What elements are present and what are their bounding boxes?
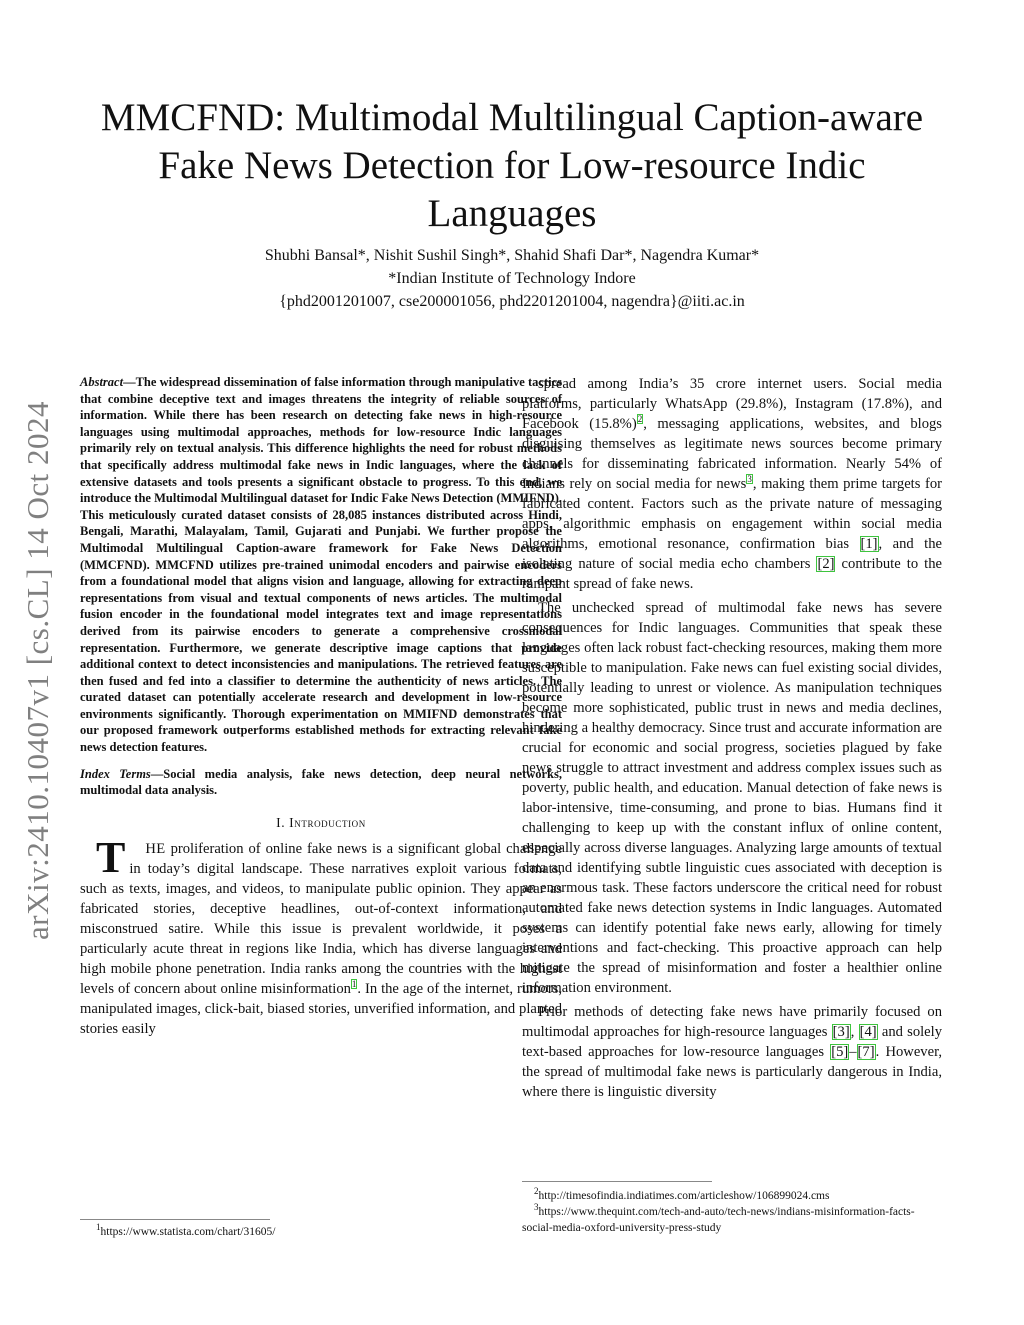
intro-caps: HE [145, 840, 166, 857]
footnote-2: $^2$http://timesofindia.indiatimes.com/articleshow/106899024.cms [534, 1186, 830, 1202]
abstract-text: —The widespread dissemination of false information through manipulative tactics that combine deceptive text and images threatens the integrity of reliable sources of information. While there has been research on detecting fake news in high-resource languages using multimodal approaches, methods for low-resource Indic languages primarily rely on textual analysis. This difference highlights the need for robust methods that specifically address multimodal fake news in Indic languages, where the lack of extensive datasets and tools presents a significant obstacle to progress. To this end, we introduce the Multimodal Multilingual dataset for Indic Fake News Detection (MMIFND). This meticulously curated dataset consists of 28,085 instances distributed across Hindi, Bengali, Marathi, Malayalam, Tamil, Gujarati and Punjabi. We further propose the Multimodal Multilingual Caption-aware framework for Fake News Detection (MMCFND). MMCFND utilizes pre-trained unimodal encoders and pairwise encoders from a foundational model that aligns vision and language, allowing for extracting deep representations from visual and textual components of news articles. The multimodal fusion encoder in the foundational model integrates text and image representations derived from its pairwise encoders to generate a comprehensive crossmodal representation. Furthermore, we generate descriptive image captions that provide additional context to detect inconsistencies and manipulations. The retrieved features are then fused and fed into a classifier to determine the authenticity of news articles. The curated dataset can potentially accelerate research and development in low-resource environments significantly. Thorough experimentation on MMIFND demonstrates that our proposed framework outperforms established methods for extracting relevant fake news detection features. [80, 375, 562, 755]
footnote-3: $^3$https://www.thequint.com/tech-and-auto/tech-news/indians-misinformation-facts-social-media-oxford-university-press-study [522, 1202, 915, 1234]
citation-link[interactable]: [3] [832, 1024, 850, 1040]
intro-paragraph-continued: spread among India’s 35 crore internet users. Social media platforms, particularly WhatsApp (29.8%), Instagram (17.8%), and Facebook (15.8%)$^2$, messaging applications, websites, and blogs disguising themselves as legitimate news sources become primary channels for disseminating fabricated information. Nearly 54% of Indians rely on social media for news$^3$, making them prime targets for fabricated content. Factors such as the private nature of messaging apps, algorithmic emphasis on engagement within social media algorithms, emotional resonance, confirmation bias [1], and the isolating nature of social media echo chambers [2] contribute to the rampant spread of fake news. [522, 376, 942, 592]
right-column [522, 374, 942, 1102]
intro-paragraph: Prior methods of detecting fake news have primarily focused on multimodal approaches for high-resource languages [3], [4] and solely text-based approaches for low-resource languages [5]–[7]. However, the spread of multimodal fake news is particularly dangerous in India, where there is linguistic diversity [522, 1004, 942, 1100]
footnote-rule [522, 1181, 712, 1182]
index-terms-label: Index Terms [80, 766, 151, 781]
author-list: Shubhi Bansal*, Nishit Sushil Singh*, Shahid Shafi Dar*, Nagendra Kumar* [264, 247, 760, 264]
index-terms-text: —Social media analysis, fake news detection, deep neural networks, multimodal data analysis. [80, 766, 563, 798]
paper-title [60, 94, 964, 238]
footnote-ref-3[interactable]: 3 [747, 474, 752, 485]
author-block [60, 244, 964, 313]
index-terms [80, 766, 562, 799]
footnote-url[interactable]: http://timesofindia.indiatimes.com/articleshow/106899024.cms [538, 1190, 830, 1202]
drop-cap: T [96, 832, 126, 882]
citation-link[interactable]: [5] [831, 1044, 849, 1060]
footnotes-right [522, 1188, 942, 1236]
citation-link[interactable]: [7] [857, 1044, 875, 1060]
abstract-label: Abstract [80, 375, 124, 389]
title-line: MMCFND: Multimodal Multilingual Caption-aware [100, 96, 924, 139]
intro-paragraph: The unchecked spread of multimodal fake news has severe consequences for Indic languages. Communities that speak these languages often lack robust fact-checking resources, making them more susceptible to manipulation. Fake news can fuel existing social divides, potentially leading to unrest or violence. As manipulation techniques become more sophisticated, public trust in news and media declines, hindering a healthy democracy. Since trust and accurate information are crucial for economic and social progress, societies plagued by fake news struggle to attract investment and address complex issues such as poverty, public health, and education. Manual detection of fake news is labor-intensive, time-consuming, and prone to bias. Humans find it challenging to keep up with the constant influx of online content, especially across diverse languages. Analyzing large amounts of textual data and identifying subtle linguistic cues associated with deception is an enormous task. These factors underscore the critical need for robust automated fake news detection systems in Indic languages. Automated systems can identify potential fake news early, allowing for timely interventions and fact-checking. This proactive approach can help mitigate the spread of misinformation and foster a healthier online information environment. [522, 600, 942, 996]
abstract [80, 374, 562, 756]
email-list: {phd2001201007, cse200001056, phd2201201004, nagendra}@iiti.ac.in [279, 293, 745, 310]
citation-link[interactable]: [2] [817, 556, 835, 572]
title-line: Languages [427, 192, 597, 235]
affiliation: *Indian Institute of Technology Indore [388, 270, 636, 287]
section-title: Introduction [289, 814, 366, 830]
footnote-1: $^1$https://www.statista.com/chart/31605/ [96, 1222, 276, 1238]
footnote-url[interactable]: https://www.statista.com/chart/31605/ [100, 1226, 276, 1238]
footnote-ref-1[interactable]: 1 [351, 978, 357, 989]
footnote-ref-2[interactable]: 2 [637, 414, 643, 425]
section-number: I. [276, 814, 286, 830]
intro-paragraph: T HE proliferation of online fake news is a significant global challenge in today’s digital landscape. These narratives exploit various formats, such as texts, images, and videos, to manipulate public opinion. They appear as fabricated stories, deceptive headlines, out-of-context information, and misconstrued satire. While this issue is prevalent worldwide, it poses a particularly acute threat in regions like India, which has diverse languages and high mobile phone penetration. India ranks among the countries with the highest levels of concern about online misinformation$^1$. In the age of the internet, rumors, manipulated images, click-bait, biased stories, unverified information, and planted stories easily [80, 832, 563, 1037]
footnote-url[interactable]: https://www.thequint.com/tech-and-auto/tech-news/indians-misinformation-facts-social-media-oxford-university-press-study [522, 1206, 915, 1234]
citation-link[interactable]: [1] [860, 536, 878, 552]
left-column [80, 374, 562, 1039]
footnote-rule [80, 1219, 270, 1220]
title-line: Fake News Detection for Low-resource Indic [158, 144, 866, 187]
arxiv-identifier: arXiv:2410.10407v1 [cs.CL] 14 Oct 2024 [20, 400, 55, 940]
citation-link[interactable]: [4] [859, 1024, 877, 1040]
section-heading [80, 813, 562, 833]
